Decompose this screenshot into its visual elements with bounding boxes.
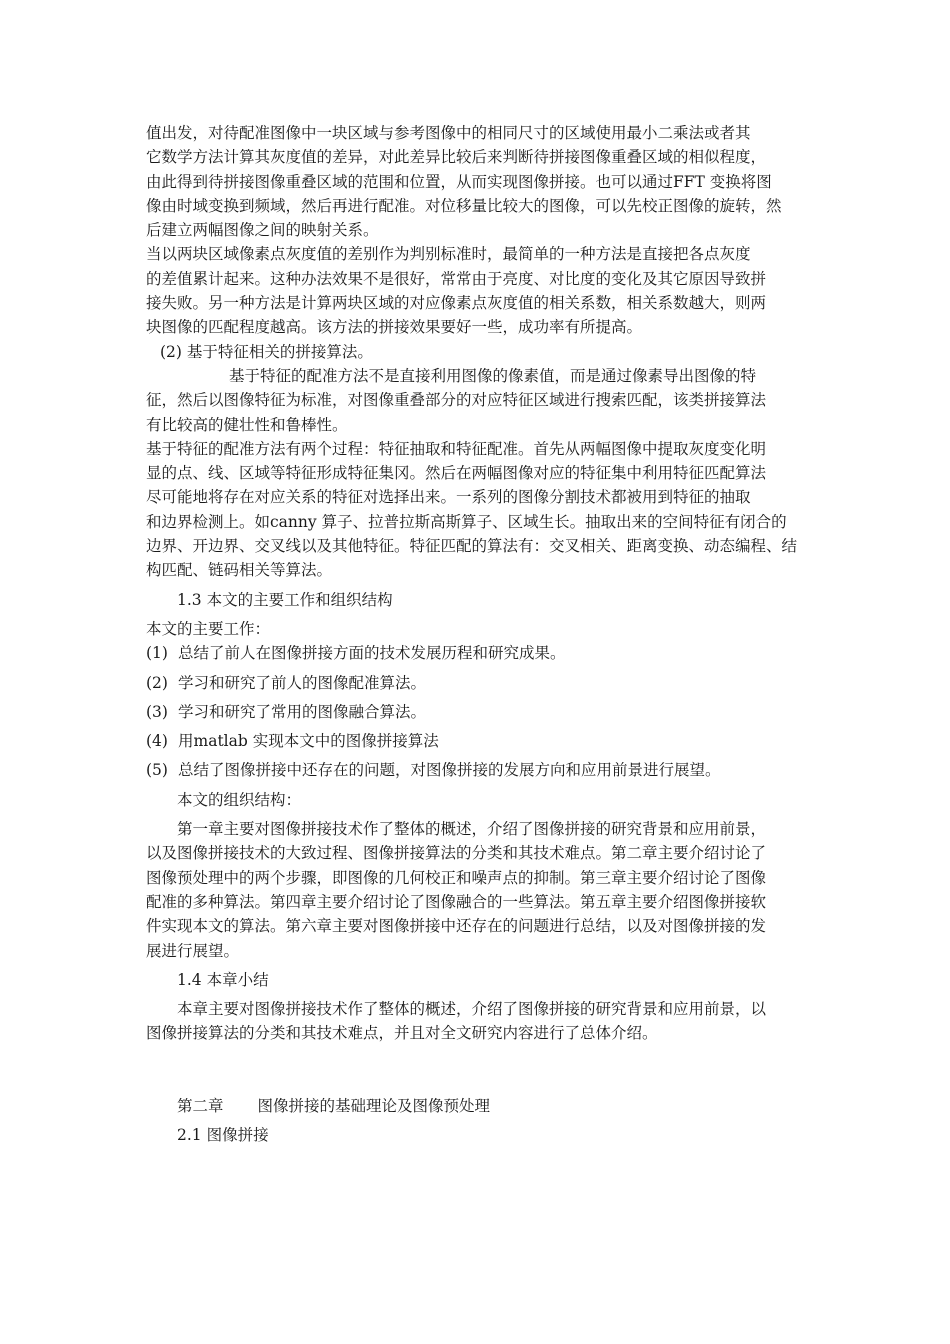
list-number: (3)	[146, 702, 168, 721]
text-line: 配准的多种算法。第四章主要介绍讨论了图像融合的一些算法。第五章主要介绍图像拼接软	[146, 892, 767, 911]
list-number: (2)	[146, 673, 168, 692]
main-work-label: 本文的主要工作：	[146, 619, 271, 638]
chapter-title: 图像拼接的基础理论及图像预处理	[257, 1096, 491, 1115]
text-line: 构匹配、链码相关等算法。	[146, 561, 333, 580]
paragraph-feature-process	[146, 437, 810, 583]
text-line: 件实现本文的算法。第六章主要对图像拼接中还存在的问题进行总结，以及对图像拼接的发	[146, 917, 767, 936]
list-item	[146, 641, 810, 665]
chapter-2-heading	[146, 1094, 810, 1118]
text-line: 接失败。另一种方法是计算两块区域的对应像素点灰度值的相关系数，相关系数越大，则两	[146, 294, 767, 313]
text-line: 当以两块区域像素点灰度值的差别作为判别标准时，最简单的一种方法是直接把各点灰度	[146, 245, 751, 264]
subheading-feature-based: (2) 基于特征相关的拼接算法。	[160, 342, 373, 361]
text-line: 有比较高的健壮性和鲁棒性。	[146, 415, 348, 434]
text-line: 由此得到待拼接图像重叠区域的范围和位置，从而实现图像拼接。也可以通过FFT 变换将图	[146, 172, 772, 191]
text-line: 基于特征的配准方法有两个过程：特征抽取和特征配准。首先从两幅图像中提取灰度变化明	[146, 439, 767, 458]
text-line: 的差值累计起来。这种办法效果不是很好，常常由于亮度、对比度的变化及其它原因导致拼	[146, 269, 767, 288]
text-line: 以及图像拼接技术的大致过程、图像拼接算法的分类和其技术难点。第二章主要介绍讨论了	[146, 844, 767, 863]
list-text: 总结了前人在图像拼接方面的技术发展历程和研究成果。	[178, 644, 566, 663]
text-line: 像由时域变换到频域，然后再进行配准。对位移量比较大的图像，可以先校正图像的旋转，然	[146, 196, 782, 215]
text-line: 值出发，对待配准图像中一块区域与参考图像中的相同尺寸的区域使用最小二乘法或者其	[146, 124, 751, 142]
text-line: 展进行展望。	[146, 941, 240, 960]
text-line: 第一章主要对图像拼接技术作了整体的概述，介绍了图像拼接的研究背景和应用前景，	[177, 820, 767, 839]
text-line: 图像拼接算法的分类和其技术难点，并且对全文研究内容进行了总体介绍。	[146, 1024, 658, 1043]
section-heading-1-4: 1.4 本章小结	[177, 970, 269, 989]
text-line: 后建立两幅图像之间的映射关系。	[146, 221, 379, 240]
text-line: 本章主要对图像拼接技术作了整体的概述，介绍了图像拼接的研究背景和应用前景，以	[177, 1000, 767, 1019]
list-text: 总结了图像拼接中还存在的问题，对图像拼接的发展方向和应用前景进行展望。	[178, 761, 721, 780]
text-line: 块图像的匹配程度越高。该方法的拼接效果要好一些，成功率有所提高。	[146, 318, 643, 337]
list-text: 用matlab 实现本文中的图像拼接算法	[178, 732, 439, 751]
main-work-list	[146, 641, 810, 782]
text-line: 和边界检测上。如canny 算子、拉普拉斯高斯算子、区域生长。抽取出来的空间特征有闭合的	[146, 512, 787, 531]
list-item	[146, 671, 810, 695]
list-number: (1)	[146, 644, 168, 663]
text-line: 征，然后以图像特征为标准，对图像重叠部分的对应特征区域进行搜索匹配，该类拼接算法	[146, 391, 767, 410]
paragraph-feature-registration	[146, 364, 810, 437]
paragraph-grayscale-matching	[146, 121, 810, 242]
list-text: 学习和研究了常用的图像融合算法。	[178, 702, 427, 721]
text-line: 边界、开边界、交叉线以及其他特征。特征匹配的算法有：交叉相关、距离变换、动态编程、结	[146, 537, 798, 556]
section-heading-2-1: 2.1 图像拼接	[177, 1125, 269, 1144]
list-number: (4)	[146, 732, 168, 751]
text-line: 尽可能地将存在对应关系的特征对选择出来。一系列的图像分割技术都被用到特征的抽取	[146, 488, 751, 507]
list-text: 学习和研究了前人的图像配准算法。	[178, 673, 427, 692]
text-line: 图像预处理中的两个步骤，即图像的几何校正和噪声点的抑制。第三章主要介绍讨论了图像	[146, 868, 767, 887]
list-item	[146, 729, 810, 753]
organization-label: 本文的组织结构：	[177, 790, 302, 809]
text-line: 基于特征的配准方法不是直接利用图像的像素值，而是通过像素导出图像的特	[229, 366, 757, 385]
list-item	[146, 758, 810, 782]
text-line: 它数学方法计算其灰度值的差异，对此差异比较后来判断待拼接图像重叠区域的相似程度，	[146, 148, 767, 167]
paragraph-chapter-overview	[146, 817, 810, 963]
document-body	[146, 121, 810, 1147]
list-number: (5)	[146, 761, 168, 780]
section-heading-1-3: 1.3 本文的主要工作和组织结构	[177, 590, 393, 609]
chapter-label: 第二章	[177, 1096, 224, 1115]
text-line: 显的点、线、区域等特征形成特征集冈。然后在两幅图像对应的特征集中利用特征匹配算法	[146, 464, 767, 483]
paragraph-difference-criterion	[146, 242, 810, 339]
paragraph-chapter-summary	[146, 997, 810, 1046]
list-item	[146, 700, 810, 724]
